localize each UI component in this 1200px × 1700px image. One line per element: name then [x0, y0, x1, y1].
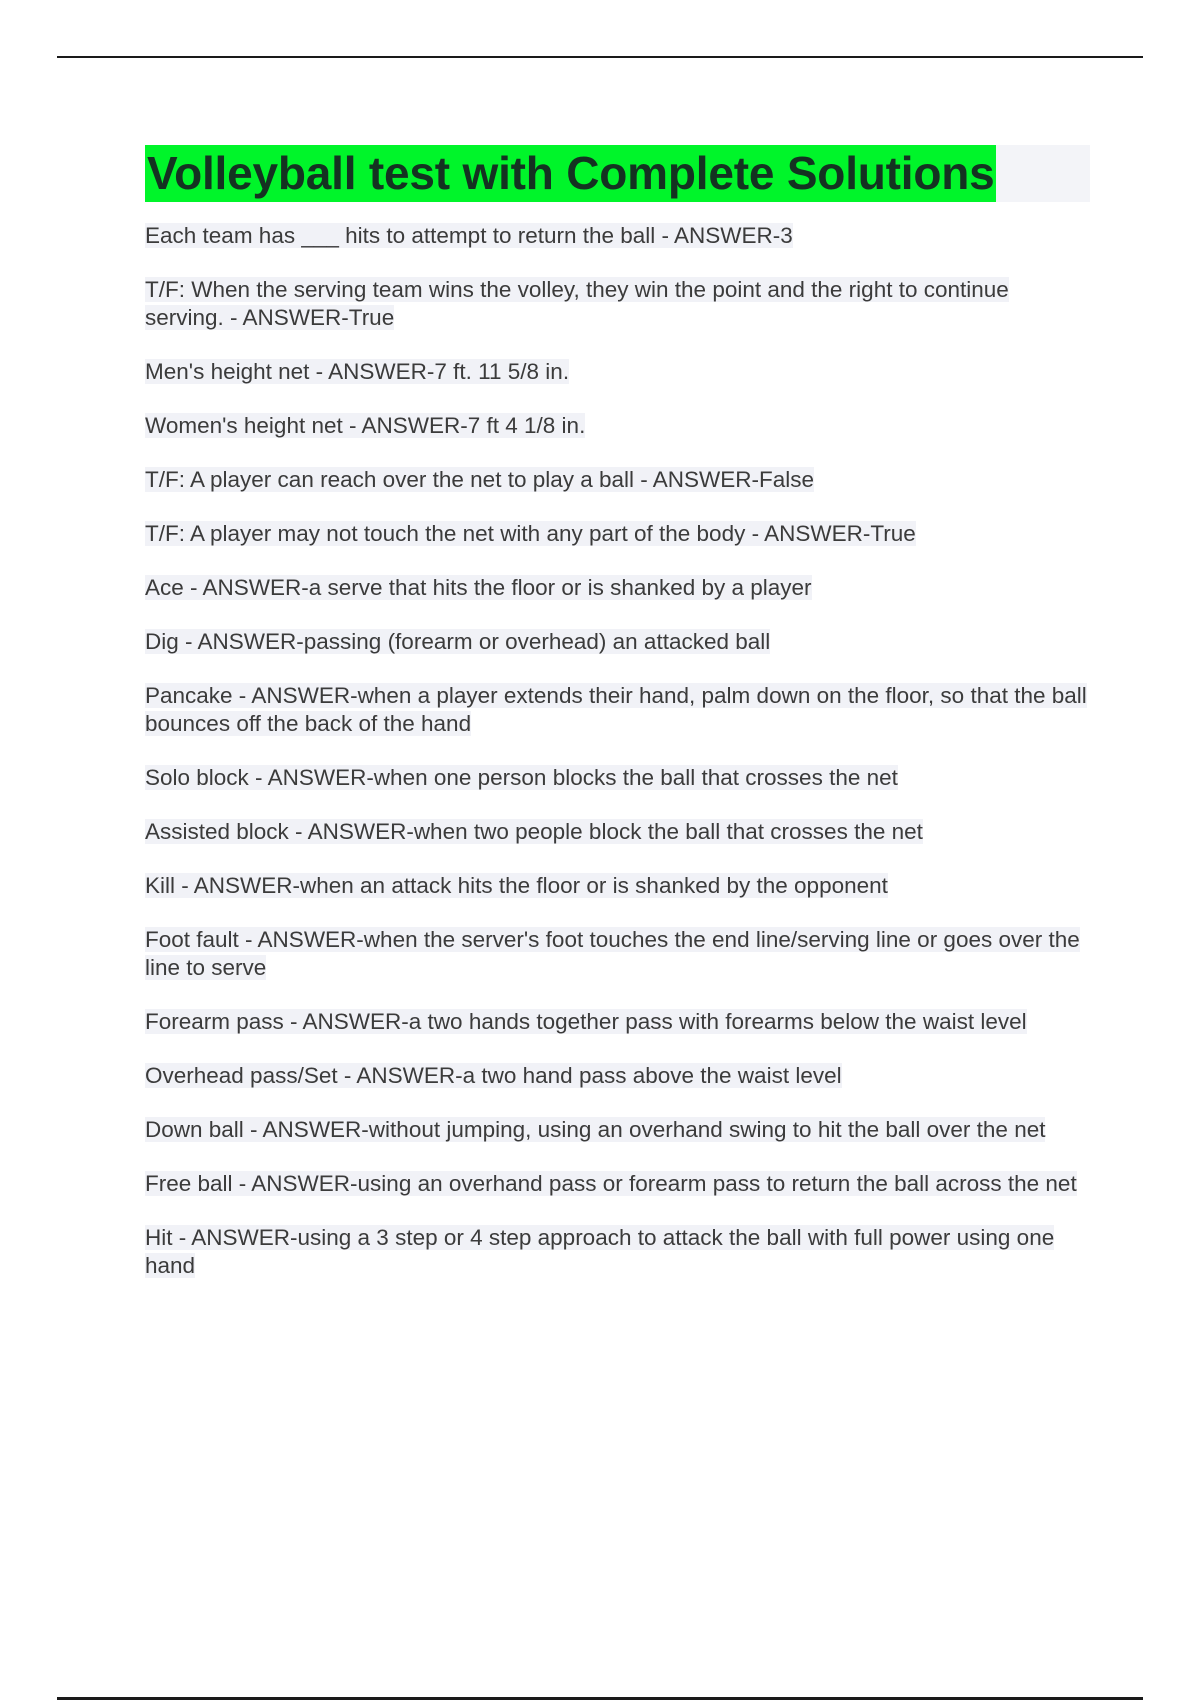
qa-item [145, 682, 1090, 738]
qa-text: T/F: When the serving team wins the volley, they win the point and the right to continue serving. - ANSWER-True [145, 277, 1009, 330]
qa-text: Each team has ___ hits to attempt to return the ball - ANSWER-3 [145, 223, 793, 248]
qa-item [145, 412, 1090, 440]
qa-item [145, 574, 1090, 602]
qa-item [145, 1116, 1090, 1144]
document-title: Volleyball test with Complete Solutions [145, 145, 996, 202]
qa-item [145, 1170, 1090, 1198]
qa-text: Men's height net - ANSWER-7 ft. 11 5/8 in. [145, 359, 570, 384]
qa-item [145, 1224, 1090, 1280]
qa-item [145, 764, 1090, 792]
qa-item [145, 358, 1090, 386]
qa-text: Assisted block - ANSWER-when two people block the ball that crosses the net [145, 819, 923, 844]
top-rule [57, 56, 1143, 58]
qa-text: Forearm pass - ANSWER-a two hands together pass with forearms below the waist level [145, 1009, 1027, 1034]
qa-item [145, 872, 1090, 900]
qa-item [145, 1062, 1090, 1090]
qa-text: T/F: A player may not touch the net with any part of the body - ANSWER-True [145, 521, 916, 546]
qa-text: Solo block - ANSWER-when one person blocks the ball that crosses the net [145, 765, 898, 790]
qa-text: Pancake - ANSWER-when a player extends their hand, palm down on the floor, so that the ball bounces off the back of the hand [145, 683, 1087, 736]
qa-text: Hit - ANSWER-using a 3 step or 4 step approach to attack the ball with full power using one hand [145, 1225, 1055, 1278]
qa-text: Dig - ANSWER-passing (forearm or overhead) an attacked ball [145, 629, 771, 654]
qa-item [145, 466, 1090, 494]
qa-text: Free ball - ANSWER-using an overhand pass or forearm pass to return the ball across the net [145, 1171, 1077, 1196]
qa-item [145, 276, 1090, 332]
qa-text: Overhead pass/Set - ANSWER-a two hand pass above the waist level [145, 1063, 842, 1088]
qa-text: Foot fault - ANSWER-when the server's foot touches the end line/serving line or goes over the line to serve [145, 927, 1080, 980]
title-block [145, 145, 1090, 202]
qa-item [145, 520, 1090, 548]
qa-item [145, 926, 1090, 982]
qa-text: Ace - ANSWER-a serve that hits the floor or is shanked by a player [145, 575, 812, 600]
qa-text: Kill - ANSWER-when an attack hits the floor or is shanked by the opponent [145, 873, 888, 898]
qa-text: T/F: A player can reach over the net to play a ball - ANSWER-False [145, 467, 815, 492]
qa-item [145, 222, 1090, 250]
qa-item [145, 1008, 1090, 1036]
qa-list [145, 222, 1090, 1306]
qa-item [145, 818, 1090, 846]
qa-item [145, 628, 1090, 656]
qa-text: Down ball - ANSWER-without jumping, using an overhand swing to hit the ball over the net [145, 1117, 1046, 1142]
qa-text: Women's height net - ANSWER-7 ft 4 1/8 in. [145, 413, 586, 438]
